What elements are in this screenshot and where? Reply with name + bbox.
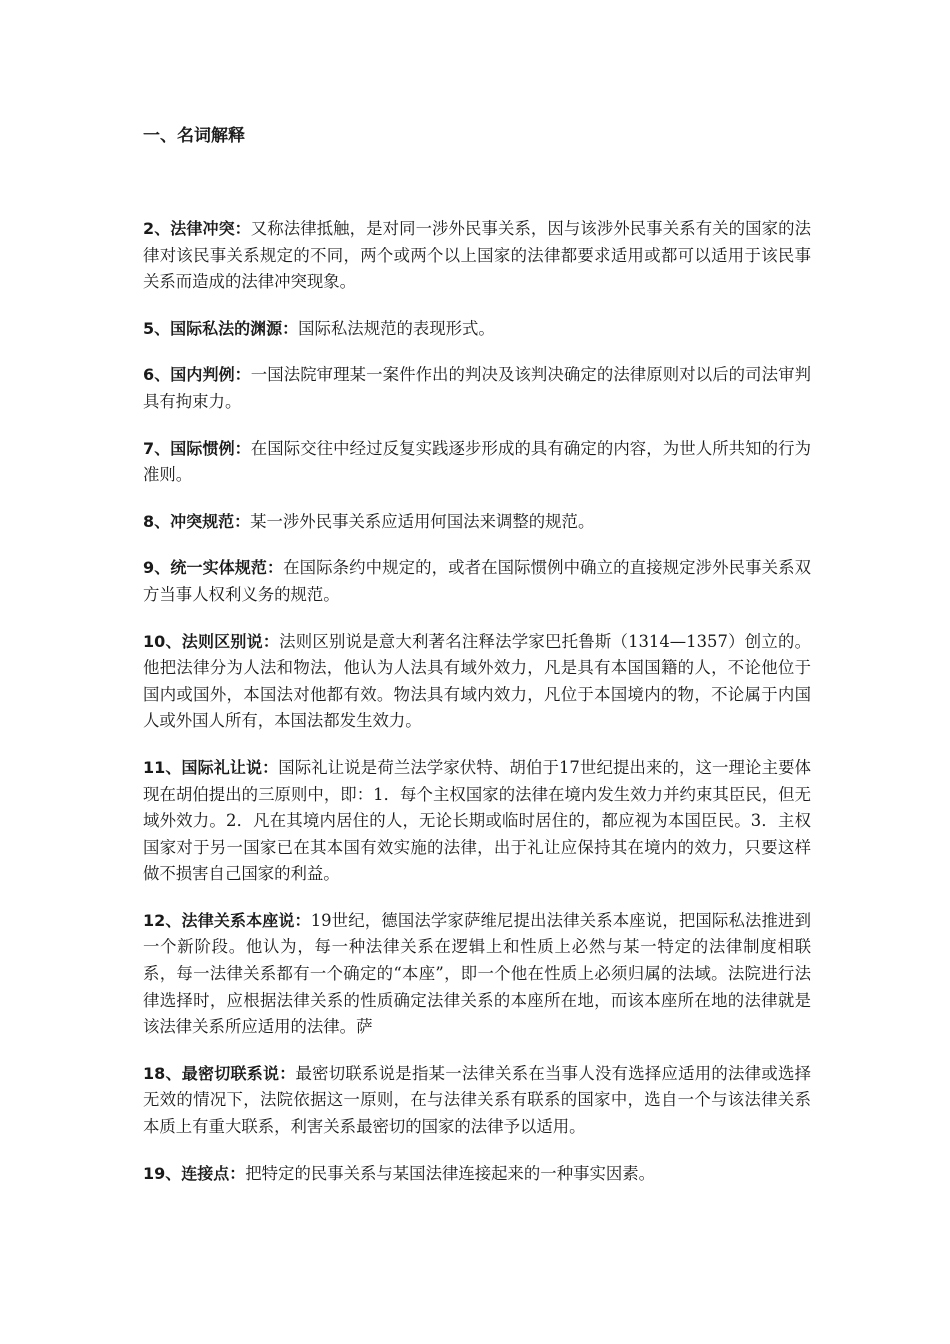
entry-term: 12、法律关系本座说：	[143, 910, 311, 930]
entry-definition: 在国际交往中经过反复实践逐步形成的具有确定的内容，为世人所共知的行为准则。	[143, 438, 811, 485]
entry-definition: 国际礼让说是荷兰法学家伏特、胡伯于17世纪提出来的，这一理论主要体现在胡伯提出的三原则中，即：1．每个主权国家的法律在境内发生效力并约束其臣民，但无域外效力。2．凡在其境内居住的人，无论长期或临时居住的，都应视为本国臣民。3．主权国家对于另一国家已在其本国有效实施的法律，出于礼让应保持其在境内的效力，只要这样做不损害自己国家的利益。	[143, 757, 811, 884]
entry-definition: 又称法律抵触，是对同一涉外民事关系，因与该涉外民事关系有关的国家的法律对该民事关系规定的不同，两个或两个以上国家的法律都要求适用或都可以适用于该民事关系而造成的法律冲突现象。	[143, 219, 811, 292]
glossary-entry-domestic-precedent	[143, 362, 811, 415]
entry-term: 18、最密切联系说：	[143, 1063, 296, 1083]
glossary-entry-sources-of-pil	[143, 316, 811, 343]
entry-term: 19、连接点：	[143, 1163, 246, 1183]
entry-definition: 某一涉外民事关系应适用何国法来调整的规范。	[250, 511, 595, 531]
entry-term: 9、统一实体规范：	[143, 558, 284, 578]
entry-term: 8、冲突规范：	[143, 511, 251, 531]
glossary-entry-comity-theory	[143, 755, 811, 888]
entry-term: 11、国际礼让说：	[143, 757, 279, 777]
entry-definition: 法则区别说是意大利著名注释法学家巴托鲁斯（1314—1357）创立的。他把法律分为人法和物法，他认为人法具有域外效力，凡是具有本国国籍的人，不论他位于国内或国外，本国法对他都有效。物法具有域内效力，凡位于本国境内的物，不论属于内国人或外国人所有，本国法都发生效力。	[143, 631, 811, 731]
glossary-entry-legal-conflict	[143, 216, 811, 296]
entry-definition: 一国法院审理某一案件作出的判决及该判决确定的法律原则对以后的司法审判具有拘束力。	[143, 365, 811, 411]
entry-term: 7、国际惯例：	[143, 438, 251, 458]
section-heading: 一、名词解释	[143, 126, 245, 146]
entry-term: 10、法则区别说：	[143, 631, 280, 651]
entry-term: 5、国际私法的渊源：	[143, 318, 299, 338]
entry-definition: 19世纪，德国法学家萨维尼提出法律关系本座说，把国际私法推进到一个新阶段。他认为，每一种法律关系在逻辑上和性质上必然与某一特定的法律制度相联系，每一法律关系都有一个确定的“本座”，即一个他在性质上必须归属的法域。法院进行法律选择时，应根据法律关系的性质确定法律关系的本座所在地，而该本座所在地的法律就是该法律关系所应适用的法律。萨	[143, 910, 811, 1037]
entry-term: 6、国内判例：	[143, 365, 251, 385]
entry-definition: 在国际条约中规定的，或者在国际惯例中确立的直接规定涉外民事关系双方当事人权利义务的规范。	[143, 558, 812, 604]
glossary-entry-seat-of-legal-relationship	[143, 908, 811, 1041]
glossary-list	[143, 216, 811, 1207]
glossary-entry-closest-connection	[143, 1061, 811, 1141]
entry-definition: 国际私法规范的表现形式。	[298, 318, 495, 338]
entry-definition: 最密切联系说是指某一法律关系在当事人没有选择应适用的法律或选择无效的情况下，法院依据这一原则，在与法律关系有联系的国家中，选自一个与该法律关系本质上有重大联系，利害关系最密切的国家的法律予以适用。	[143, 1063, 811, 1137]
glossary-entry-connecting-factor	[143, 1161, 811, 1188]
glossary-entry-international-custom	[143, 436, 811, 489]
glossary-entry-statute-theory	[143, 629, 811, 735]
glossary-entry-uniform-substantive-rules	[143, 555, 811, 608]
entry-definition: 把特定的民事关系与某国法律连接起来的一种事实因素。	[245, 1163, 656, 1183]
glossary-entry-conflict-rules	[143, 509, 811, 536]
entry-term: 2、法律冲突：	[143, 219, 251, 238]
